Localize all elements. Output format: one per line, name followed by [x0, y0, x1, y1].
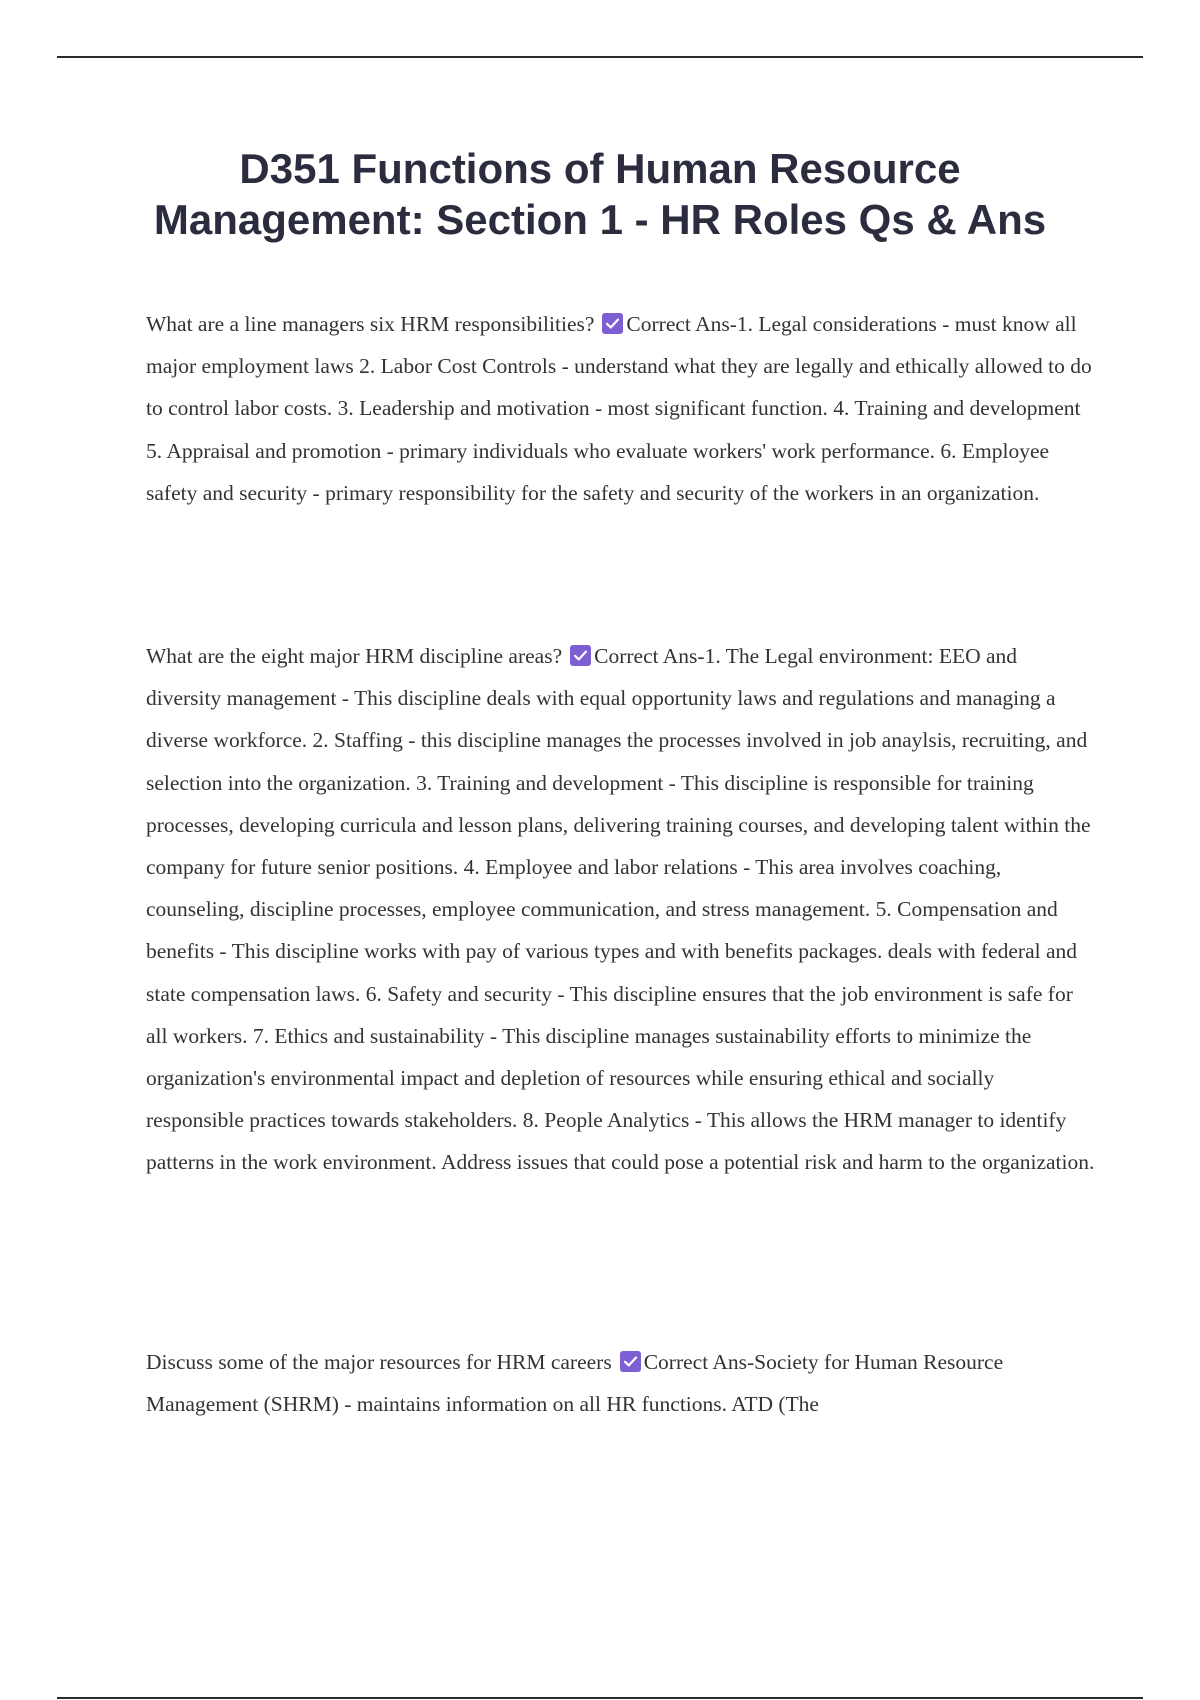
- question-text: What are the eight major HRM discipline areas?: [146, 644, 563, 668]
- document-title: D351 Functions of Human Resource Management: Section 1 - HR Roles Qs & Ans: [153, 145, 1047, 243]
- checkbox-checked-icon: [620, 1351, 641, 1372]
- answer-text: Correct Ans-Society for Human Resource Management (SHRM) - maintains information on all HR functions. ATD (The: [146, 1350, 1004, 1417]
- answer-text: Correct Ans-1. Legal considerations - must know all major employment laws 2. Labor Cost Controls - understand what they are legally and ethically allowed to do to control labor costs. 3. Leadership and motivation - most significant function. 4. Training and development 5. Appraisal and promotion - primary individuals who evaluate workers' work performance. 6. Employee safety and security - primary responsibility for the safety and security of the workers in an organization.: [146, 312, 1092, 505]
- qa-entry: [146, 1341, 1096, 1425]
- checkbox-checked-icon: [570, 645, 591, 666]
- qa-entry: [146, 635, 1096, 1184]
- checkbox-checked-icon: [602, 313, 623, 334]
- question-text: Discuss some of the major resources for HRM careers: [146, 1350, 612, 1374]
- question-text: What are a line managers six HRM responsibilities?: [146, 312, 595, 336]
- top-divider: [57, 56, 1143, 58]
- answer-text: Correct Ans-1. The Legal environment: EEO and diversity management - This discipline deals with equal opportunity laws and regulations and managing a diverse workforce. 2. Staffing - this discipline manages the processes involved in job anaylsis, recruiting, and selection into the organization. 3. Training and development - This discipline is responsible for training processes, developing curricula and lesson plans, delivering training courses, and developing talent within the company for future senior positions. 4. Employee and labor relations - This area involves coaching, counseling, discipline processes, employee communication, and stress management. 5. Compensation and benefits - This discipline works with pay of various types and with benefits packages. deals with federal and state compensation laws. 6. Safety and security - This discipline ensures that the job environment is safe for all workers. 7. Ethics and sustainability - This discipline manages sustainability efforts to minimize the organization's environmental impact and depletion of resources while ensuring ethical and socially responsible practices towards stakeholders. 8. People Analytics - This allows the HRM manager to identify patterns in the work environment. Address issues that could pose a potential risk and harm to the organization.: [146, 644, 1095, 1175]
- qa-entry: [146, 303, 1096, 514]
- bottom-divider: [57, 1697, 1143, 1699]
